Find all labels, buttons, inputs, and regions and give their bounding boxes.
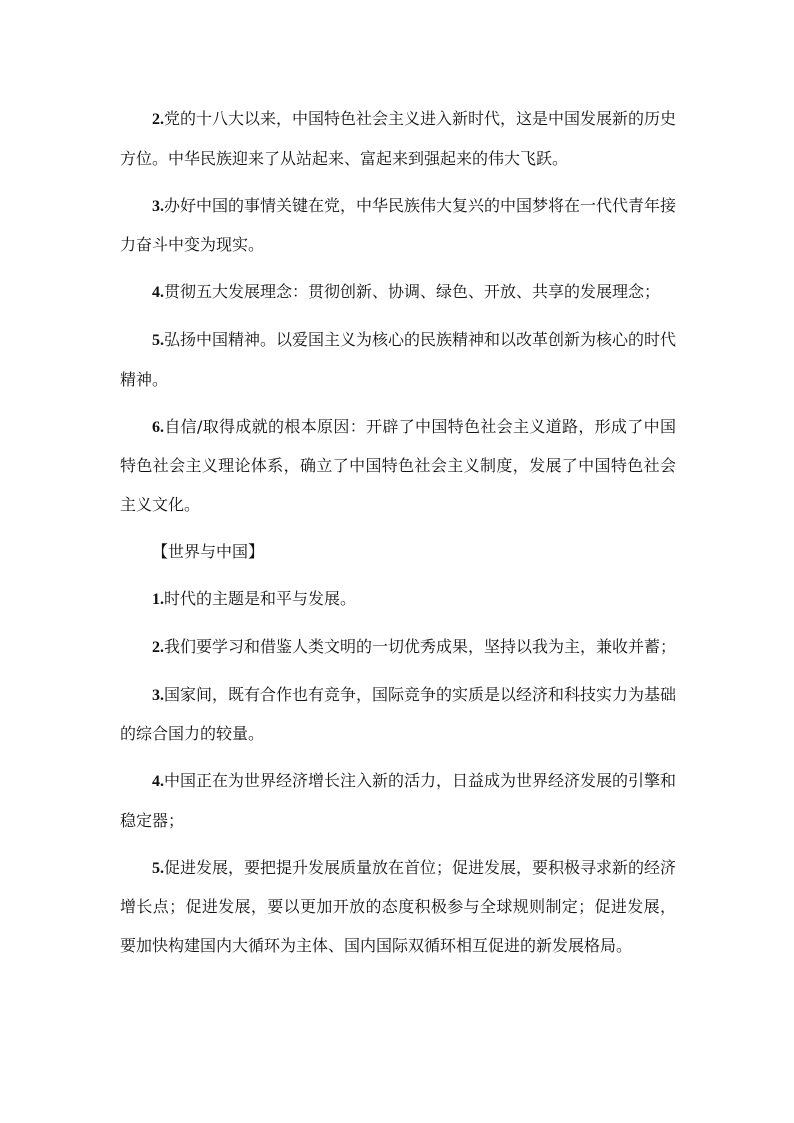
document-page (120, 100, 676, 974)
paragraph-4 (120, 273, 676, 313)
paragraph-number: 6. (152, 418, 164, 436)
section-paragraph-3 (120, 676, 676, 754)
paragraph-3 (120, 187, 676, 265)
paragraph-number: 5. (152, 859, 164, 877)
paragraph-number: 2. (152, 638, 164, 656)
paragraph-text: 促进发展，要把提升发展质量放在首位；促进发展，要积极寻求新的经济增长点；促进发展，要以更加开放的态度积极参与全球规则制定；促进发展，要加快构建国内大循环为主体、国内国际双循环相互促进的新发展格局。 (120, 857, 677, 955)
paragraph-text: 自信/取得成就的根本原因：开辟了中国特色社会主义道路，形成了中国特色社会主义理论体系，确立了中国特色社会主义制度，发展了中国特色社会主义文化。 (120, 416, 676, 514)
paragraph-2 (120, 100, 676, 178)
paragraph-text: 办好中国的事情关键在党，中华民族伟大复兴的中国梦将在一代代青年接力奋斗中变为现实。 (120, 195, 677, 254)
paragraph-number: 2. (152, 111, 164, 128)
section-heading: 【世界与中国】 (152, 541, 265, 561)
paragraph-number: 3. (152, 686, 164, 704)
paragraph-text: 党的十八大以来，中国特色社会主义进入新时代，这是中国发展新的历史方位。中华民族迎来了从站起来、富起来到强起来的伟大飞跃。 (120, 109, 677, 168)
paragraph-number: 3. (152, 197, 164, 215)
paragraph-text: 中国正在为世界经济增长注入新的活力，日益成为世界经济发展的引擎和稳定器； (120, 771, 677, 830)
paragraph-5 (120, 321, 676, 399)
paragraph-number: 1. (152, 590, 164, 608)
paragraph-text: 时代的主题是和平与发展。 (164, 588, 357, 608)
section-paragraph-4 (120, 762, 676, 840)
paragraph-number: 4. (152, 284, 164, 301)
section-paragraph-1 (120, 580, 676, 620)
paragraph-text: 国家间，既有合作也有竞争，国际竞争的实质是以经济和科技实力为基础的综合国力的较量。 (120, 684, 677, 743)
paragraph-text: 弘扬中国精神。以爱国主义为核心的民族精神和以改革创新为核心的时代精神。 (120, 330, 677, 389)
paragraph-text: 贯彻五大发展理念：贯彻创新、协调、绿色、开放、共享的发展理念； (164, 282, 661, 301)
section-paragraph-2 (120, 628, 676, 668)
section-paragraph-5 (120, 849, 676, 966)
paragraph-number: 4. (152, 773, 164, 790)
paragraph-text: 我们要学习和借鉴人类文明的一切优秀成果，坚持以我为主，兼收并蓄； (164, 636, 677, 656)
paragraph-6 (120, 408, 676, 525)
paragraph-number: 5. (152, 332, 164, 349)
